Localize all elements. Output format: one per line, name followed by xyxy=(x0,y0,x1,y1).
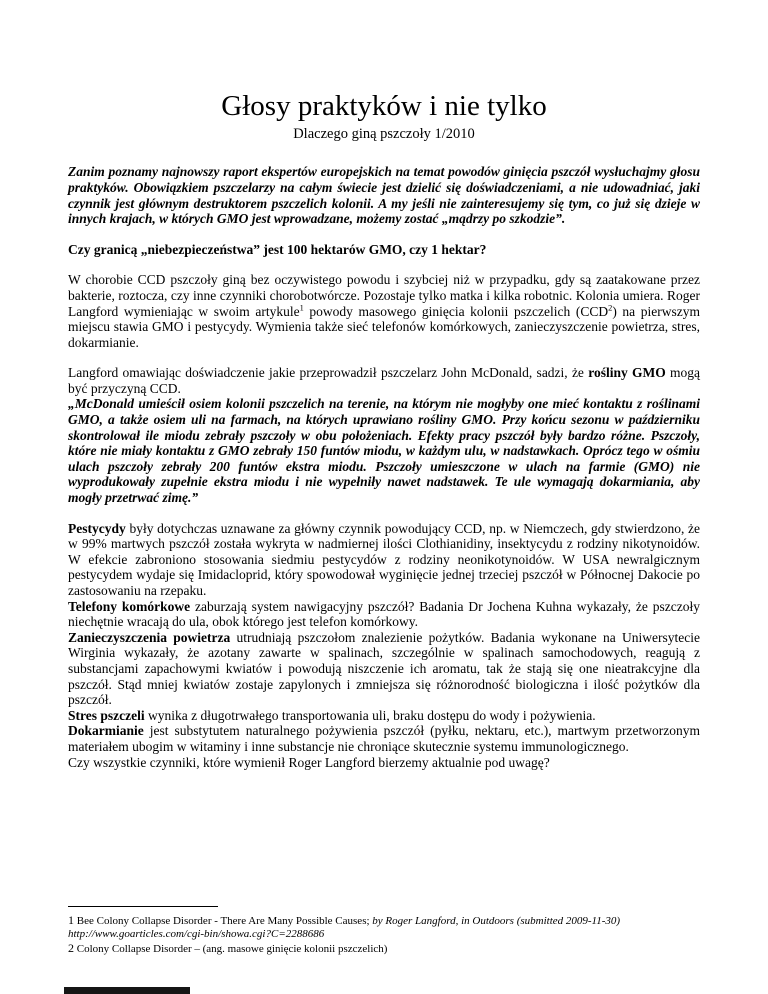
factor-lead: Stres pszczeli xyxy=(68,707,145,723)
section-heading: Czy granicą „niebezpieczeństwa” jest 100 hektarów GMO, czy 1 hektar? xyxy=(68,241,487,257)
footnotes-list xyxy=(68,914,700,957)
factors-block xyxy=(68,521,700,771)
text-run: mogą być przyczyną CCD. xyxy=(68,365,700,396)
footnote-text: Colony Collapse Disorder – (ang. masowe ginięcie kolonii pszczelich) xyxy=(74,942,388,955)
mcdonald-quote: „McDonald umieścił osiem kolonii pszczelich na terenie, na którym nie mogłyby one mieć kontaktu z roślinami GMO, a także osiem uli na farmach, na których uprawiano rośliny GMO. Przy końcu sezonu w październiku skontrolował ile miodu zebrały pszczoły w obu położeniach. Efekty pracy pszczół były bardzo różne. Pszczoły, które nie miały kontaktu z GMO zebrały 150 funtów miodu, w każdym ulu, w nadstawkach. Oprócz tego w ośmiu ulach pszczoły zebrały 200 funtów ekstra miodu. Pszczoły umieszczone w ulach na farmie (GMO) nie wyprodukowały zupełnie ekstra miodu i nie wypełniły nawet nadstawek. Te ule wymagają dokarmiania, aby mogły przetrwać zimę.” xyxy=(68,396,700,506)
factor-text: wynika z długotrwałego transportowania uli, braku dostępu do wody i pożywienia. xyxy=(144,707,596,723)
intro-paragraph: Zanim poznamy najnowszy raport ekspertów europejskich na temat powodów ginięcia pszczół wysłuchajmy głosu praktyków. Obowiązkiem pszczelarzy na całym świecie jest dzielić się doświadczeniami, a nie udowadniać, jaki czynnik jest głównym destruktorem pszczelich kolonii. A my jeśli nie zainteresujemy się tym, co już się dzieje w innych krajach, w których GMO jest wprowadzane, możemy zostać „mądrzy po szkodzie”. xyxy=(68,164,700,227)
factor-cell-phones xyxy=(68,599,700,630)
text-run: Langford omawiając doświadczenie jakie przeprowadził pszczelarz John McDonald, sadzi, że xyxy=(68,365,589,381)
paragraph-ccd xyxy=(68,272,700,350)
paragraph-langford xyxy=(68,365,700,505)
factor-text: jest substytutem naturalnego pożywienia pszczół (pyłku, nektaru, etc.), martwym przetworzonym materiałem ubogim w witaminy i inne substancje nie chroniące skutecznie systemu immunologicznego. xyxy=(68,723,700,754)
footnote-number: 1 xyxy=(68,912,74,927)
text-run: powody masowego ginięcia kolonii pszczelich (CCD xyxy=(303,303,609,319)
factor-lead: Zanieczyszczenia powietrza xyxy=(68,629,231,645)
footnote-1 xyxy=(68,914,700,942)
factor-lead: Dokarmianie xyxy=(68,723,144,739)
footnote-number: 2 xyxy=(68,940,74,955)
factor-pesticides xyxy=(68,521,700,599)
footnote-2 xyxy=(68,942,700,957)
factor-feeding xyxy=(68,723,700,754)
factor-lead: Pestycydy xyxy=(68,520,126,536)
factor-bee-stress xyxy=(68,708,700,724)
footnote-separator xyxy=(68,906,218,907)
footnote-citation: by Roger Langford, in Outdoors (submitted 2009-11-30) http://www.goarticles.com/cgi-bin/showa.cgi?C=2288686 xyxy=(68,914,621,940)
factor-lead: Telefony komórkowe xyxy=(68,598,191,614)
bottom-edge-artifact xyxy=(64,987,190,994)
factor-text: były dotychczas uznawane za główny czynnik powodujący CCD, np. w Niemczech, gdy stwierdzono, że w 99% martwych pszczół została wykryta w nadmiernej ilości Clothianidiny, insektycydu z rodziny nikotynoidów. W efekcie zabroniono stosowania siedmiu pestycydów z rodziny neonikotynoidów. W USA newralgicznym pestycydem wydaje się Imidacloprid, który spowodował wyginięcie jednej trzeciej pszczół w Północnej Dakocie po zastosowaniu na rzepaku. xyxy=(68,520,700,598)
text-run: W chorobie CCD pszczoły giną bez oczywistego powodu i szybciej niż w przypadku, gdy są zaatakowane przez bakterie, roztocza, czy inne czynniki chorobotwórcze. Pozostaje tylko matka i kilka robotnic. Kolonia umiera. Roger Langford wymieniając w swoim artykule xyxy=(68,272,700,319)
document-title: Głosy praktyków i nie tylko xyxy=(221,90,547,122)
text-run: ) na pierwszym miejscu stawia GMO i pestycydy. Wymienia także sieć telefonów komórkowych, zanieczyszczenie powietrza, stres, dokarmianie. xyxy=(68,303,700,350)
document-subtitle: Dlaczego giną pszczoły 1/2010 xyxy=(293,126,475,143)
footnote-area xyxy=(68,906,700,957)
footnote-ref-2: 2 xyxy=(608,303,613,312)
closing-question: Czy wszystkie czynniki, które wymienił Roger Langford bierzemy aktualnie pod uwagę? xyxy=(68,754,550,770)
factor-text: zaburzają system nawigacyjny pszczół? Badania Dr Jochena Kuhna wykazały, że pszczoły niechętnie wracają do ula, obok którego jest telefon komórkowy. xyxy=(68,598,700,630)
factor-air-pollution xyxy=(68,630,700,708)
footnote-ref-1: 1 xyxy=(299,303,304,312)
factor-text: utrudniają pszczołom znalezienie pożytków. Badania wykonane na Uniwersytecie Wirginia wykazały, że azotany zawarte w spalinach, szczególnie w spalinach samochodowych, reagują z substancjami zapachowymi kwiatów i powodują niszczenie ich aromatu, tak że stają się one nieatrakcyjne dla pszczół. Stąd mniej kwiatów zostaje zapylonych i zmniejsza się różnorodność biologiczna i ilość pożytków dla pszczół. xyxy=(68,629,700,708)
bold-run-gmo-plants: rośliny GMO xyxy=(588,365,666,381)
footnote-text: Bee Colony Collapse Disorder - There Are Many Possible Causes; xyxy=(74,914,373,927)
